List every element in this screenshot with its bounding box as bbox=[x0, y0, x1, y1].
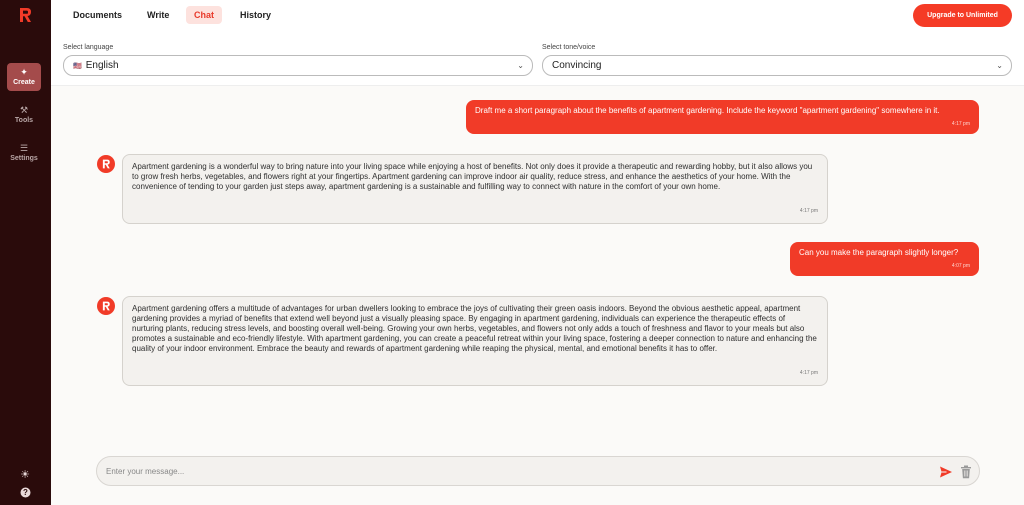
upgrade-button[interactable]: Upgrade to Unlimited bbox=[913, 4, 1012, 27]
sidebar bbox=[0, 0, 51, 505]
chevron-down-icon: ⌄ bbox=[517, 61, 524, 70]
message-composer bbox=[96, 456, 980, 486]
tab-history[interactable]: History bbox=[240, 10, 272, 20]
tab-chat[interactable]: Chat bbox=[186, 6, 222, 24]
bot-avatar bbox=[97, 155, 115, 173]
user-message bbox=[790, 242, 979, 276]
message-time: 4:17 pm bbox=[951, 121, 970, 127]
message-time: 4:17 pm bbox=[799, 370, 818, 376]
tone-label: Select tone/voice bbox=[542, 44, 596, 51]
message-text: Apartment gardening offers a multitude of advantages for urban dwellers looking to embrace the joys of cultivating their green oasis indoors. Beyond the obvious aesthetic appeal, apartment gardening provides a myriad of benefits that extend well beyond just a visually pleasing space. By engaging in apartment gardening, individuals can experience the therapeutic effects of nurturing plants, reducing stress levels, and boosting overall well-being. Growing your own herbs, vegetables, and flowers not only adds a touch of freshness and flavor to your meals but also promotes a sustainable and eco-friendly lifestyle. With apartment gardening, you can create a peaceful retreat within your living space, fostering a deeper connection to nature and enhancing the quality of your indoor environment. Embrace the beauty and rewards of apartment gardening while reaping the physical, mental, and emotional benefits it has to offer. bbox=[132, 304, 817, 353]
us-flag-icon: 🇺🇸 bbox=[73, 62, 82, 70]
sidebar-item-label: Settings bbox=[10, 155, 38, 162]
language-label: Select language bbox=[63, 44, 114, 51]
language-select[interactable] bbox=[63, 55, 533, 76]
r-logo-icon[interactable] bbox=[17, 7, 33, 23]
r-logo-icon bbox=[101, 159, 111, 169]
message-text: Apartment gardening is a wonderful way to bring nature into your living space while enjoying a host of benefits. Not only does it provide a therapeutic and rewarding hobby, but it also allows you to grow fresh herbs, vegetables, and flowers right at your fingertips. Apartment gardening can improve indoor air quality, reduce stress, and enhance the aesthetics of your home. With the convenience of tending to your garden just steps away, apartment gardening is a sustainable and fulfilling way to connect with nature in the comfort of your own home. bbox=[132, 162, 813, 191]
send-icon[interactable] bbox=[939, 465, 953, 479]
tone-select[interactable] bbox=[542, 55, 1012, 76]
tab-documents[interactable]: Documents bbox=[73, 10, 123, 20]
message-text: Can you make the paragraph slightly longer? bbox=[799, 248, 959, 257]
help-icon[interactable] bbox=[17, 484, 33, 500]
selector-bar bbox=[51, 34, 1024, 86]
message-text: Draft me a short paragraph about the benefits of apartment gardening. Include the keyword "apartment gardening" somewhere in it. bbox=[475, 106, 940, 115]
r-logo-icon bbox=[101, 301, 111, 311]
tone-value: Convincing bbox=[552, 60, 602, 71]
sidebar-item-settings[interactable] bbox=[7, 139, 41, 167]
user-message bbox=[466, 100, 979, 134]
wrench-icon: ⚒ bbox=[19, 105, 29, 115]
message-time: 4:17 pm bbox=[799, 208, 818, 214]
sparkle-icon: ✦ bbox=[20, 67, 28, 77]
svg-text:?: ? bbox=[22, 487, 28, 497]
assistant-message bbox=[122, 154, 828, 224]
sidebar-item-tools[interactable] bbox=[7, 101, 41, 129]
top-nav bbox=[51, 0, 1024, 34]
bot-avatar bbox=[97, 297, 115, 315]
message-input[interactable] bbox=[106, 464, 906, 479]
tab-write[interactable]: Write bbox=[147, 10, 170, 20]
sidebar-item-label: Tools bbox=[14, 117, 34, 124]
sidebar-item-label: Create bbox=[13, 79, 35, 86]
message-time: 4:07 pm bbox=[951, 263, 970, 269]
chevron-down-icon: ⌄ bbox=[996, 61, 1003, 70]
sun-icon[interactable]: ☀ bbox=[20, 468, 30, 481]
trash-icon[interactable] bbox=[960, 465, 972, 479]
assistant-message bbox=[122, 296, 828, 386]
sidebar-item-create[interactable] bbox=[7, 63, 41, 91]
language-value: English bbox=[85, 60, 119, 71]
sliders-icon: ☰ bbox=[19, 143, 29, 153]
